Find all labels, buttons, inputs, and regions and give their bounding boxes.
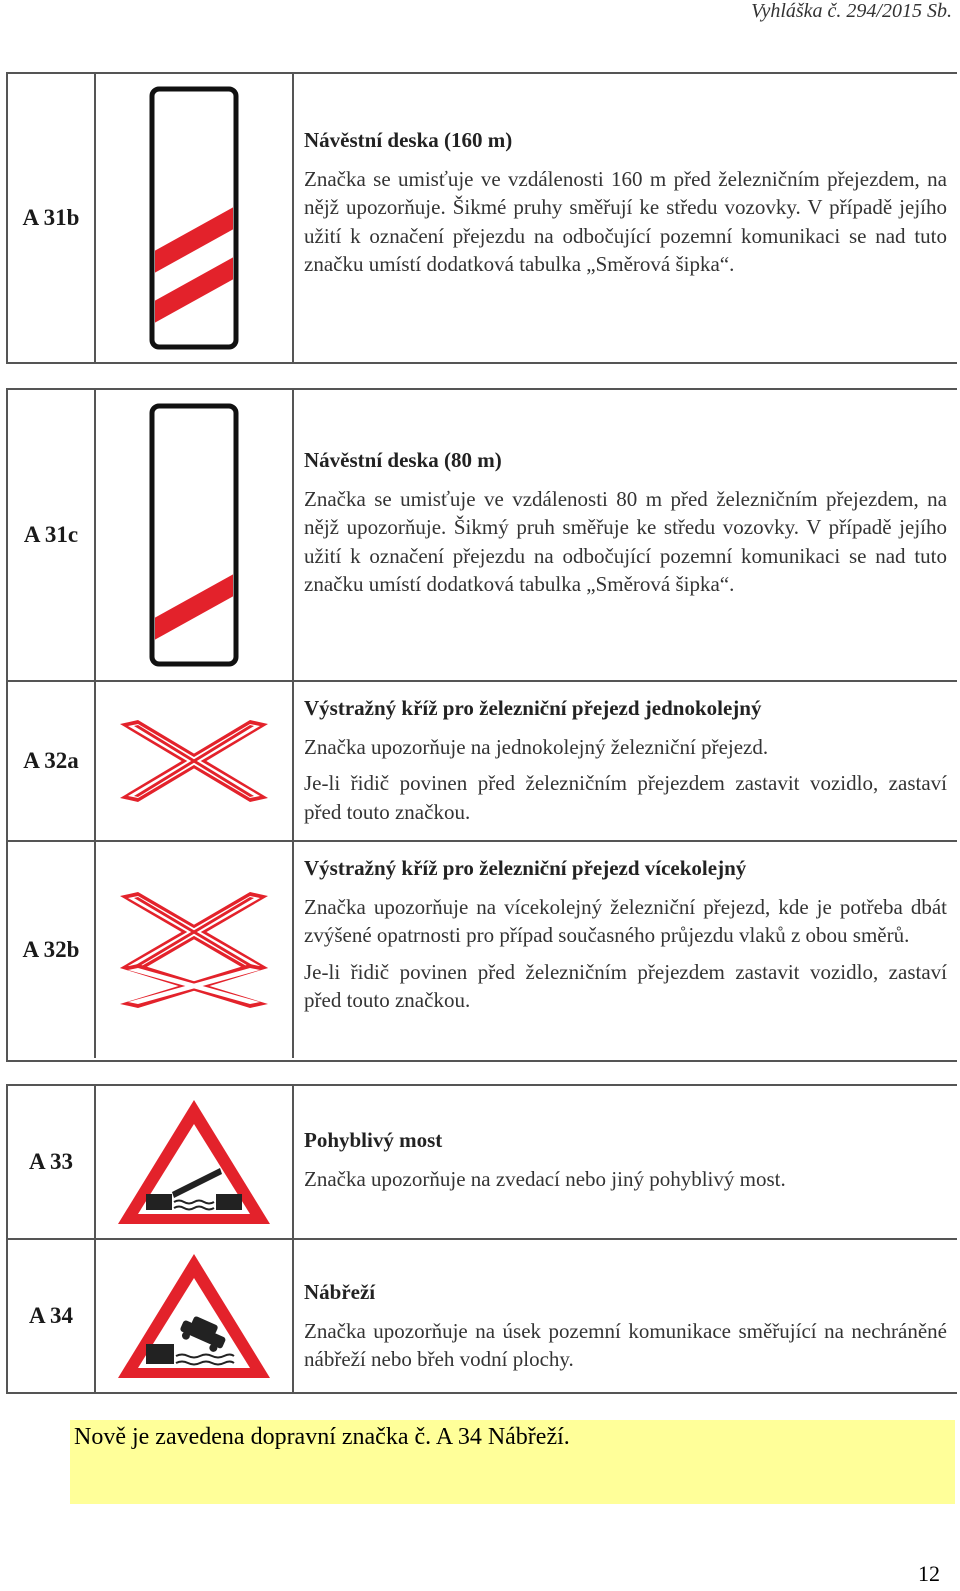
sign-row-a33 [8,1086,957,1238]
sign-row-a32a [8,682,957,840]
sign-description [294,74,957,362]
sign-description [294,390,957,680]
single-crossbuck-icon [114,716,274,806]
sign-image [96,74,294,362]
sign-description [294,1086,957,1238]
sign-code: A 31b [8,74,96,362]
sign-description [294,842,957,1058]
sign-title: Pohyblivý most [304,1128,443,1152]
sign-title: Výstražný kříž pro železniční přejezd jednokolejný [304,696,762,720]
sign-code: A 31c [8,390,96,680]
sign-title: Návěstní deska (80 m) [304,448,502,472]
sign-image [96,1086,294,1238]
sign-image [96,390,294,680]
sign-paragraph: Značka se umisťuje ve vzdálenosti 80 m před železničním přejezdem, na nějž upozorňuje. Šikmý pruh směřuje ke středu vozovky. V případě jejího užití k označení přejezdu na odbočující pozemní komunikaci se nad tuto značku umístí dodatková tabulka „Směrová šipka“. [304,486,947,596]
sign-paragraph: Značka upozorňuje na vícekolejný železniční přejezd, kde je potřeba dbát zvýšené opatrnosti pro případ současného průjezdu vlaků z obou směrů. [304,894,947,947]
sign-description [294,682,957,840]
sign-paragraph: Značka upozorňuje na zvedací nebo jiný pohyblivý most. [304,1166,786,1191]
sign-paragraph: Značka upozorňuje na jednokolejný železniční přejezd. [304,734,769,759]
sign-title: Návěstní deska (160 m) [304,128,513,152]
running-header: Vyhláška č. 294/2015 Sb. [751,0,952,22]
sign-title: Nábřeží [304,1280,376,1304]
sign-code: A 34 [8,1240,96,1392]
double-crossbuck-icon [114,890,274,1010]
sign-table-a31c-a32b [6,388,957,1062]
sign-code: A 32b [8,842,96,1058]
sign-paragraph: Je-li řidič povinen před železničním přejezdem zastavit vozidlo, zastaví před touto značkou. [304,771,947,824]
sign-paragraph: Značka upozorňuje na úsek pozemní komunikace směřující na nechráněné nábřeží nebo břeh vodní plochy. [304,1318,947,1371]
sign-paragraph: Značka se umisťuje ve vzdálenosti 160 m před železničním přejezdem, na nějž upozorňuje. Šikmé pruhy směřují ke středu vozovky. V případě jejího užití k označení přejezdu na odbočující pozemní komunikaci se nad tuto značku umístí dodatková tabulka „Směrová šipka“. [304,166,947,276]
quayside-triangle-icon [114,1250,274,1382]
sign-row-a34 [8,1240,957,1392]
sign-row-a32b [8,842,957,1058]
highlighted-note: Nově je zavedena dopravní značka č. A 34 Nábřeží. [70,1420,955,1504]
sign-table-a31b [6,72,957,364]
sign-code: A 32a [8,682,96,840]
beacon-board-1-stripe-icon [149,403,239,667]
sign-code: A 33 [8,1086,96,1238]
sign-title: Výstražný kříž pro železniční přejezd vícekolejný [304,856,747,880]
sign-row-a31c [8,390,957,680]
sign-description [294,1240,957,1392]
sign-table-a33-a34 [6,1084,957,1394]
page-number: 12 [918,1561,940,1586]
movable-bridge-triangle-icon [114,1096,274,1228]
beacon-board-3-stripes-icon [149,86,239,350]
sign-image [96,842,294,1058]
sign-paragraph: Je-li řidič povinen před železničním přejezdem zastavit vozidlo, zastaví před touto značkou. [304,959,947,1012]
sign-image [96,1240,294,1392]
sign-image [96,682,294,840]
